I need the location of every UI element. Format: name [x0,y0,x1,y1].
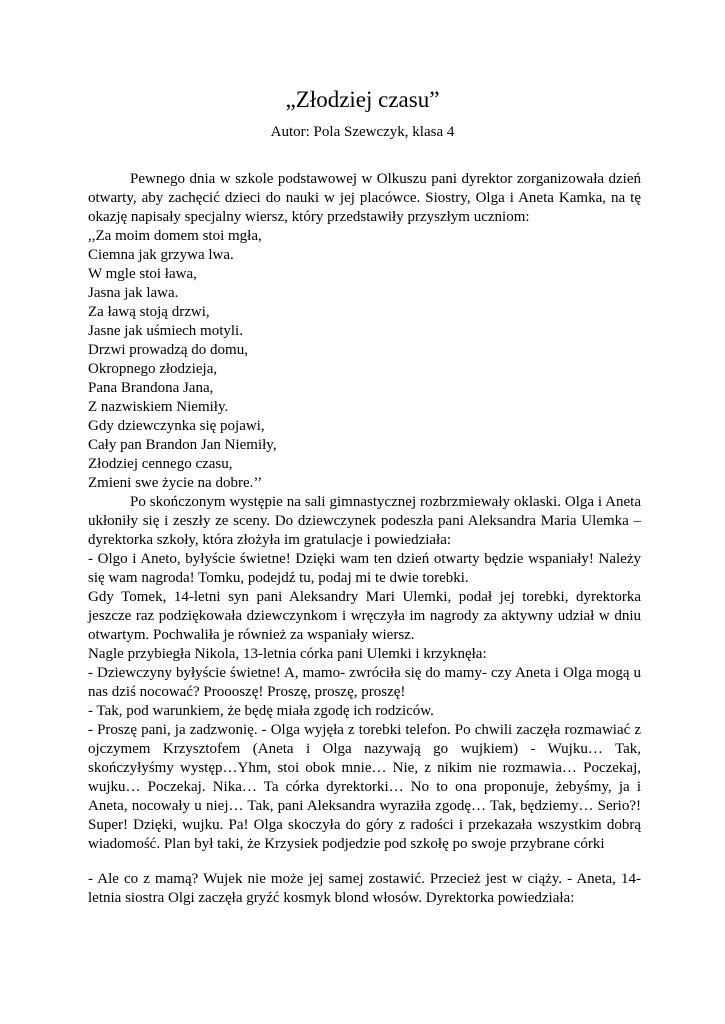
poem-line: Złodziej cennego czasu, [88,456,233,472]
story-author: Autor: Pola Szewczyk, klasa 4 [270,124,455,140]
tomek-paragraph: Gdy Tomek, 14-letni syn pani Aleksandry Mari Ulemki, podał jej torebki, dyrektorka jeszcze raz podziękowała dziewczynkom i wręczyła im nagrody za aktywny udział w dniu otwartym. Pochwaliła je również za wspaniały wiersz. [88,589,641,643]
poem-line: Ciemna jak grzywa lwa. [88,247,234,263]
dialog-paragraph: - Olgo i Aneto, byłyście świetne! Dzięki wam ten dzień otwarty będzie wspaniały! Należy się wam nagroda! Tomku, podejdź tu, podaj mi te dwie torebki. [88,551,641,586]
poem-line: Gdy dziewczynka się pojawi, [88,418,265,434]
story-title: „Złodziej czasu” [285,87,440,112]
poem-line: Pana Brandona Jana, [88,380,214,396]
poem-line: Zmieni swe życie na dobre.’’ [88,475,263,491]
dialog-paragraph: - Proszę pani, ja zadzwonię. - Olga wyjęła z torebki telefon. Po chwili zaczęła rozmawiać z ojczymem Krzysztofem (Aneta i Olga nazywają go wujkiem) - Wujku… Tak, skończyłyśmy występ…Yhm, stoi obok mnie… Nie, z nikim nie rozmawia… Poczekaj, wujku… Poczekaj. Nika… Ta córka dyrektorki… No to ona proponuje, żebyśmy, ja i Aneta, nocowały u niej… Tak, pani Aleksandra wyraziła zgodę… Tak, będziemy… Serio?! Super! Dzięki, wujku. Pa! Olga skoczyła do góry z radości i przekazała wszystkim dobrą wiadomość. Plan był taki, że Krzysiek podjedzie pod szkołę po swoje przybrane córki [88,722,641,852]
after-poem-paragraph: Po skończonym występie na sali gimnastycznej rozbrzmiewały oklaski. Olga i Aneta ukłoniły się i zeszły ze sceny. Do dziewczynek podeszła pani Aleksandra Maria Ulemka – dyrektorka szkoły, która złożyła im gratulacje i powiedziała: [88,494,641,548]
poem-line: Za ławą stoją drzwi, [88,304,210,320]
dialog-paragraph: - Ale co z mamą? Wujek nie może jej samej zostawić. Przecież jest w ciąży. - Aneta, 14-letnia siostra Olgi zaczęła gryźć kosmyk blond włosów. Dyrektorka powiedziała: [88,871,641,906]
poem-line: Cały pan Brandon Jan Niemiły, [88,437,277,453]
poem-line: Jasna jak lawa. [88,285,179,301]
poem-line: Z nazwiskiem Niemiły. [88,399,229,415]
poem-line: W mgle stoi ława, [88,266,197,282]
poem-line: Jasne jak uśmiech motyli. [88,323,243,339]
poem [88,227,641,493]
intro-paragraph: Pewnego dnia w szkole podstawowej w Olkuszu pani dyrektor zorganizowała dzień otwarty, aby zachęcić dzieci do nauki w jej placówce. Siostry, Olga i Aneta Kamka, na tę okazję napisały specjalny wiersz, który przedstawiły przyszłym uczniom: [88,171,641,225]
poem-line: Okropnego złodzieja, [88,361,218,377]
story-body [88,170,641,908]
poem-line: ,,Za moim domem stoi mgła, [88,228,262,244]
dialog-paragraph: - Dziewczyny byłyście świetne! A, mamo- zwróciła się do mamy- czy Aneta i Olga mogą u nas dziś nocować? Proooszę! Proszę, proszę, proszę! [88,665,641,700]
nikola-paragraph: Nagle przybiegła Nikola, 13-letnia córka pani Ulemki i krzyknęła: [88,646,487,662]
poem-line: Drzwi prowadzą do domu, [88,342,248,358]
dialog-paragraph: - Tak, pod warunkiem, że będę miała zgodę ich rodziców. [88,703,434,719]
